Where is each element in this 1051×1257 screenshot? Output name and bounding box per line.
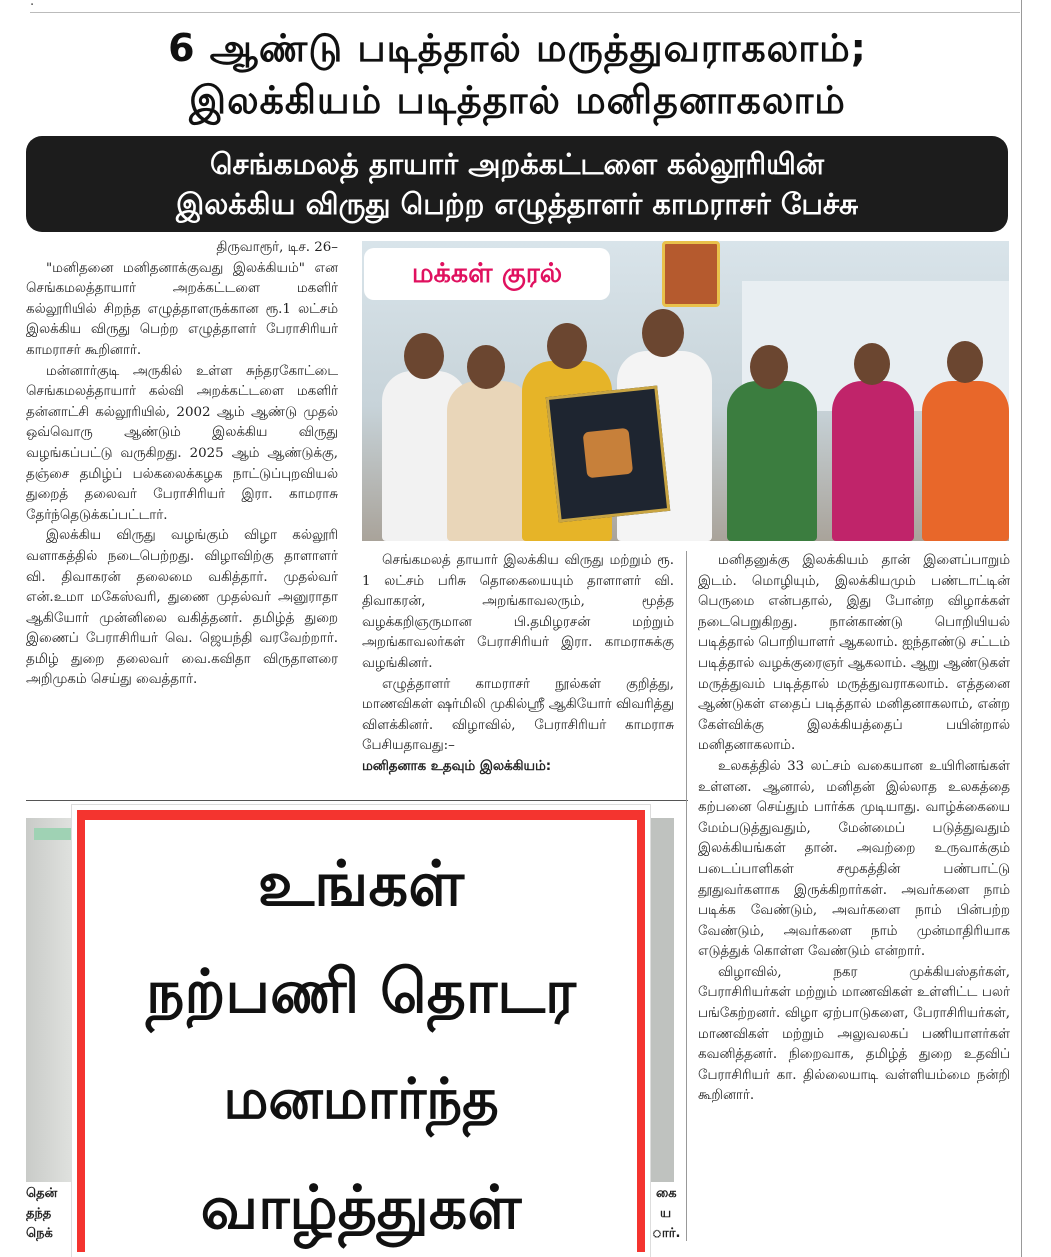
person-figure	[727, 381, 817, 541]
paragraph: விழாவில், நகர முக்கியஸ்தர்கள், பேராசிரியர்கள் மற்றும் மாணவிகள் உள்ளிட்ட பலர் பங்கேற்றனர். விழா ஏற்பாடுகளை, பேராசிரியர்கள், மாணவிகள் மற்றும் அலுவலகப் பணியாளர்கள் கவனித்தனர். நிறைவாக, தமிழ்த் துறை உதவிப் பேராசிரியர் கா. தில்லையாடி வள்ளியம்மை நன்றி கூறினார்.	[698, 964, 1010, 1104]
photo-light	[34, 828, 74, 840]
ad-line-2: நற்பணி தொடர	[146, 957, 576, 1027]
banner-line-1: செங்கமலத் தாயார் அறக்கட்டளை கல்லூரியின்	[209, 147, 825, 181]
award-plaque	[546, 385, 671, 522]
headline-line-1: 6 ஆண்டு படித்தால் மருத்துவராகலாம்;	[168, 26, 867, 70]
person-head	[947, 341, 983, 383]
ad-line-4: வாழ்த்துகள்	[200, 1173, 522, 1243]
paragraph: செங்கமலத் தாயார் இலக்கிய விருது மற்றும் ரூ. 1 லட்சம் பரிசு தொகையையும் தாளாளர் வி. திவாகரன், அறங்காவலரும், மூத்த வழக்கறிஞருமான பி.தமிழரசன் மற்றும் அறங்காவலர்கள் பேராசிரியர் இரா. காமராசுக்கு வழங்கினர்.	[362, 553, 674, 671]
dateline: திருவாரூர், டிச. 26–	[216, 240, 338, 255]
person-figure	[832, 381, 914, 541]
person-figure	[922, 381, 1009, 541]
person-head	[467, 345, 505, 389]
caption-fragment: ார்.	[652, 1226, 681, 1241]
article-column-right	[698, 551, 1010, 1107]
section-divider	[26, 800, 688, 801]
banner-line-2: இலக்கிய விருது பெற்ற எழுத்தாளர் காமராசர் பேச்சு	[176, 187, 858, 221]
paragraph: மன்னார்குடி அருகில் உள்ள சுந்தரகோட்டை செங்கமலத்தாயார் கல்வி அறக்கட்டளை மகளிர் தன்னாட்சி கல்லூரியில், 2002 ஆம் ஆண்டு முதல் ஒவ்வொரு ஆண்டும் இலக்கிய விருது வழங்கப்பட்டு வருகிறது. 2025 ஆம் ஆண்டுக்கு, தஞ்சை தமிழ்ப் பல்கலைக்கழக நாட்டுப்புறவியல் துறைத் தலைவர் பேராசிரியர் இரா. காமராசு தேர்ந்தெடுக்கப்பட்டார்.	[26, 363, 338, 523]
caption-fragment: நெக்	[26, 1226, 53, 1241]
portrait-frame	[662, 241, 720, 307]
caption-fragment: கை	[656, 1186, 677, 1201]
headline-line-2: இலக்கியம் படித்தால் மனிதனாகலாம்	[189, 78, 846, 122]
paragraph: இலக்கிய விருது வழங்கும் விழா கல்லூரி வளாகத்தில் நடைபெற்றது. விழாவிற்கு தாளாளர் வி. திவாகரன் தலைமை வகித்தார். முதல்வர் என்.உமா மகேஸ்வரி, துணை முதல்வர் அனுராதா ஆகியோர் முன்னிலை வகித்தனர். தமிழ்த் துறை இணைப் பேராசிரியர் வெ. ஜெயந்தி வரவேற்றார். தமிழ் துறை தலைவர் வை.கவிதா விருதாளரை அறிமுகம் செய்து வைத்தார்.	[26, 528, 338, 688]
caption-fragment: தந்த	[26, 1206, 52, 1221]
ad-line-1: உங்கள்	[257, 847, 465, 920]
person-figure	[447, 381, 532, 541]
ad-line-3: மனமார்ந்த	[223, 1067, 499, 1132]
person-head	[750, 345, 788, 389]
section-subhead: மனிதனாக உதவும் இலக்கியம்:	[362, 758, 552, 774]
previous-article-strip: .	[30, 0, 35, 9]
paragraph: "மனிதனை மனிதனாக்குவது இலக்கியம்" என செங்கமலத்தாயார் அறக்கட்டளை மகளிர் கல்லூரியில் சிறந்த எழுத்தாளருக்கான ரூ.1 லட்சம் இலக்கிய விருது பெற்ற எழுத்தாளர் பேராசிரியர் காமராசர் கூறினார்.	[26, 260, 338, 358]
subheadline-banner	[26, 136, 1008, 232]
article-column-middle	[362, 551, 674, 778]
photo-right-edge	[648, 818, 674, 1182]
article-column-left	[26, 238, 338, 691]
page-footer-strip	[20, 1248, 1020, 1257]
caption-fragment: தென்	[26, 1186, 58, 1201]
paragraph: எழுத்தாளர் காமராசர் நூல்கள் குறித்து, மாணவிகள் ஷர்மிலி முகில்ஸ்ரீ ஆகியோர் விவரித்து விளக்கினர். விழாவில், பேராசிரியர் காமராசு பேசியதாவது:–	[362, 676, 674, 754]
right-column-rule	[1021, 0, 1022, 1257]
top-divider	[30, 12, 1020, 13]
ad-panel	[85, 820, 637, 1257]
column-rule	[686, 551, 687, 1241]
person-head	[854, 343, 890, 385]
person-head	[642, 309, 684, 357]
caption-fragment: ய	[660, 1206, 672, 1221]
paragraph: உலகத்தில் 33 லட்சம் வகையான உயிரினங்கள் உள்ளன. ஆனால், மனிதன் இல்லாத உலகத்தை கற்பனை செய்தும் பார்க்க முடியாது. வாழ்க்கையை மேம்படுத்துவதும், மேன்மைப் படுத்துவதும் இலக்கியங்கள் தான். அவற்றை உருவாக்கும் படைப்பாளிகள் சமூகத்தின் பண்பாட்டு தூதுவர்களாக இருக்கிறார்கள். அவர்களை நாம் படிக்க வேண்டும், அவர்களை நாம் பின்பற்ற வேண்டும், அவர்களை நாம் முன்மாதிரியாக எடுத்துக் கொள்ள வேண்டும் என்றார்.	[698, 758, 1010, 960]
person-head	[404, 333, 444, 379]
greeting-advertisement	[72, 805, 650, 1257]
makkal-kural-badge: மக்கள் குரல்	[364, 248, 610, 300]
paragraph: மனிதனுக்கு இலக்கியம் தான் இளைப்பாறும் இடம். மொழியும், இலக்கியமும் பண்டாட்டின் பெருமை என்பதால், இது போன்ற விழாக்கள் நடைபெறுகிறது. நான்காண்டு பொறியியல் படித்தால் பொறியாளர் ஆகலாம். ஐந்தாண்டு சட்டம் படித்தால் வழக்குரைஞர் ஆகலாம். ஆறு ஆண்டுகள் மருத்துவம் படித்தால் மருத்துவராகலாம். எத்தனை ஆண்டுகள் எதைப் படித்தால் மனிதனாகலாம், என்ற கேள்விக்கு இலக்கியத்தைப் பயின்றால் மனிதனாகலாம்.	[698, 553, 1010, 754]
person-head	[547, 323, 587, 369]
